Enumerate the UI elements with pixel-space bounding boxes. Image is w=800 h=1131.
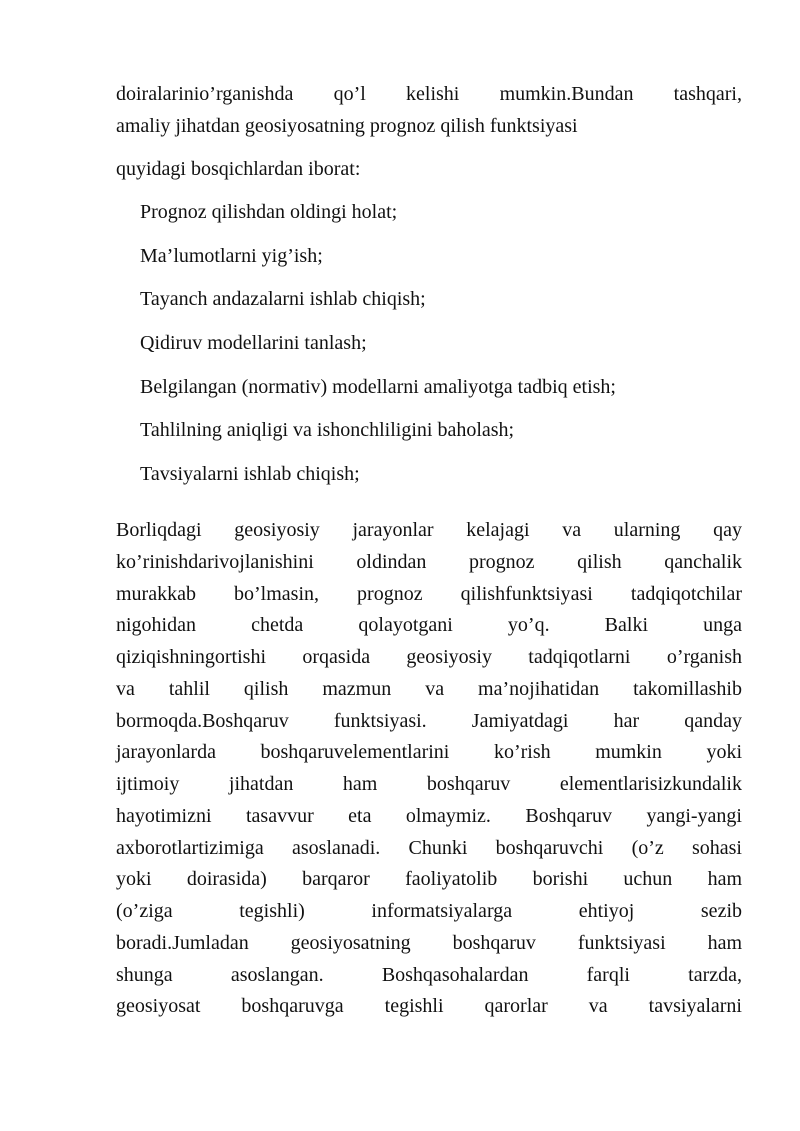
body-line: axborotlartizimiga asoslanadi. Chunki boshqaruvchi (o’z sohasi <box>116 836 742 859</box>
list-item: Ma’lumotlarni yig’ish; <box>140 244 323 267</box>
body-line: ko’rinishdarivojlanishini oldindan prognoz qilish qanchalik <box>116 550 742 573</box>
body-line: va tahlil qilish mazmun va ma’nojihatidan takomillashib <box>116 677 742 700</box>
body-line: shunga asoslangan. Boshqasohalardan farqli tarzda, <box>116 963 742 986</box>
body-line: ijtimoiy jihatdan ham boshqaruv elementlarisizkundalik <box>116 773 742 795</box>
body-line: Borliqdagi geosiyosiy jarayonlar kelajagi va ularning qay <box>116 519 742 541</box>
body-line: murakkab bo’lmasin, prognoz qilishfunktsiyasi tadqiqotchilar <box>116 582 742 605</box>
list-item: Qidiruv modellarini tanlash; <box>140 332 367 355</box>
list-item: Prognoz qilishdan oldingi holat; <box>140 201 398 223</box>
intro-line-3: quyidagi bosqichlardan iborat: <box>116 158 361 180</box>
body-line: yoki doirasida) barqaror faoliyatolib borishi uchun ham <box>116 868 742 891</box>
list-item: Tavsiyalarni ishlab chiqish; <box>140 463 360 486</box>
body-line: boradi.Jumladan geosiyosatning boshqaruv funktsiyasi ham <box>116 931 742 954</box>
list-item: Tahlilning aniqligi va ishonchliligini baholash; <box>140 419 515 442</box>
body-line: (o’ziga tegishli) informatsiyalarga ehtiyoj sezib <box>116 900 742 922</box>
body-line: qiziqishningortishi orqasida geosiyosiy tadqiqotlarni o’rganish <box>116 646 742 668</box>
intro-line-2: amaliy jihatdan geosiyosatning prognoz qilish funktsiyasi <box>116 114 578 137</box>
intro-paragraph <box>116 79 742 142</box>
body-paragraph <box>116 515 742 1023</box>
body-line: bormoqda.Boshqaruv funktsiyasi. Jamiyatdagi har qanday <box>116 709 742 732</box>
body-line: jarayonlarda boshqaruvelementlarini ko’rish mumkin yoki <box>116 741 742 764</box>
body-line: geosiyosat boshqaruvga tegishli qarorlar va tavsiyalarni <box>116 995 742 1018</box>
list-item: Tayanch andazalarni ishlab chiqish; <box>140 288 426 311</box>
body-line: nigohidan chetda qolayotgani yo’q. Balki unga <box>116 614 742 637</box>
list-item: Belgilangan (normativ) modellarni amaliyotga tadbiq etish; <box>140 375 616 398</box>
stages-list <box>140 197 616 503</box>
body-line: hayotimizni tasavvur eta olmaymiz. Boshqaruv yangi-yangi <box>116 804 742 827</box>
intro-line-1: doiralarinio’rganishda qo’l kelishi mumkin.Bundan tashqari, <box>116 83 742 105</box>
